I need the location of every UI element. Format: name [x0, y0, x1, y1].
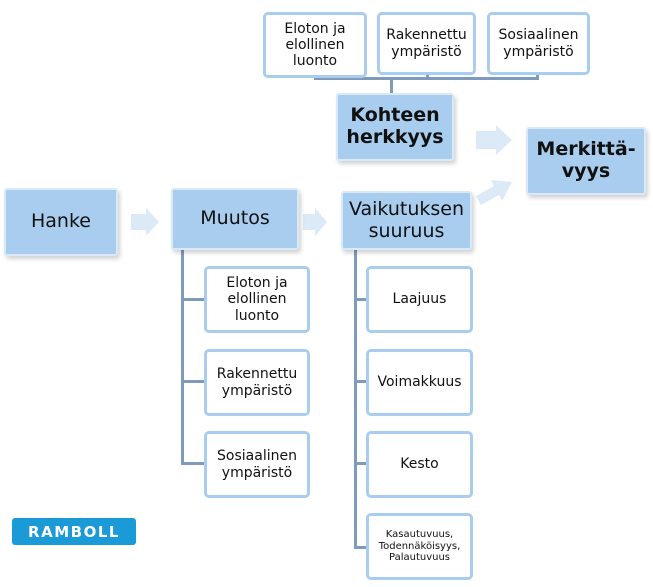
herkkyys-child-luonto-label: Eloton ja elollinen luonto [284, 20, 346, 70]
ramboll-logo-text: RAMBOLL [28, 522, 120, 541]
arrow-muutos-suuruus [303, 208, 327, 236]
herkkyys-child-rakennettu [377, 12, 476, 75]
suuruus-child-laajuus-label: Laajuus [392, 291, 447, 308]
suuruus-child-kasautuvuus [366, 513, 473, 580]
muutos-child-rakennettu [204, 349, 310, 416]
node-merkittavyys [526, 127, 646, 195]
suuruus-child-kasautuvuus-label: Kasautuvuus, Todennäköisyys, Palautuvuus [378, 529, 461, 564]
herkkyys-child-sosiaalinen-label: Sosiaalinen ympäristö [498, 27, 579, 60]
suuruus-child-voimakkuus-label: Voimakkuus [377, 374, 462, 391]
node-merkittavyys-label: Merkittä-vyys [536, 138, 636, 182]
arrow-suuruus-merkittavyys [476, 180, 512, 205]
herkkyys-child-rakennettu-label: Rakennettu ympäristö [386, 27, 467, 60]
muutos-child-sosiaalinen [204, 431, 310, 498]
node-kohteen-herkkyys-label: Kohteen herkkyys [346, 104, 444, 148]
muutos-child-sosiaalinen-label: Sosiaalinen ympäristö [217, 448, 297, 481]
suuruus-child-kesto [366, 431, 473, 498]
node-muutos-label: Muutos [200, 207, 270, 230]
muutos-child-luonto-label: Eloton ja elollinen luonto [226, 275, 288, 324]
suuruus-child-voimakkuus [366, 349, 473, 416]
muutos-child-luonto [204, 266, 310, 333]
muutos-child-rakennettu-label: Rakennettu ympäristö [216, 366, 298, 399]
node-muutos [171, 188, 299, 250]
ramboll-logo [12, 518, 136, 545]
herkkyys-child-luonto [263, 12, 367, 78]
arrow-hanke-muutos [131, 208, 159, 236]
node-vaikutuksen-suuruus-label: Vaikutuksen suuruus [348, 197, 465, 242]
node-hanke [4, 188, 118, 256]
node-kohteen-herkkyys [336, 93, 454, 161]
arrow-herkkyys-merkittavyys [476, 125, 512, 155]
herkkyys-child-sosiaalinen [487, 12, 590, 75]
node-vaikutuksen-suuruus [341, 191, 472, 250]
node-hanke-label: Hanke [31, 210, 91, 233]
suuruus-child-laajuus [366, 266, 473, 333]
suuruus-child-kesto-label: Kesto [400, 456, 439, 473]
